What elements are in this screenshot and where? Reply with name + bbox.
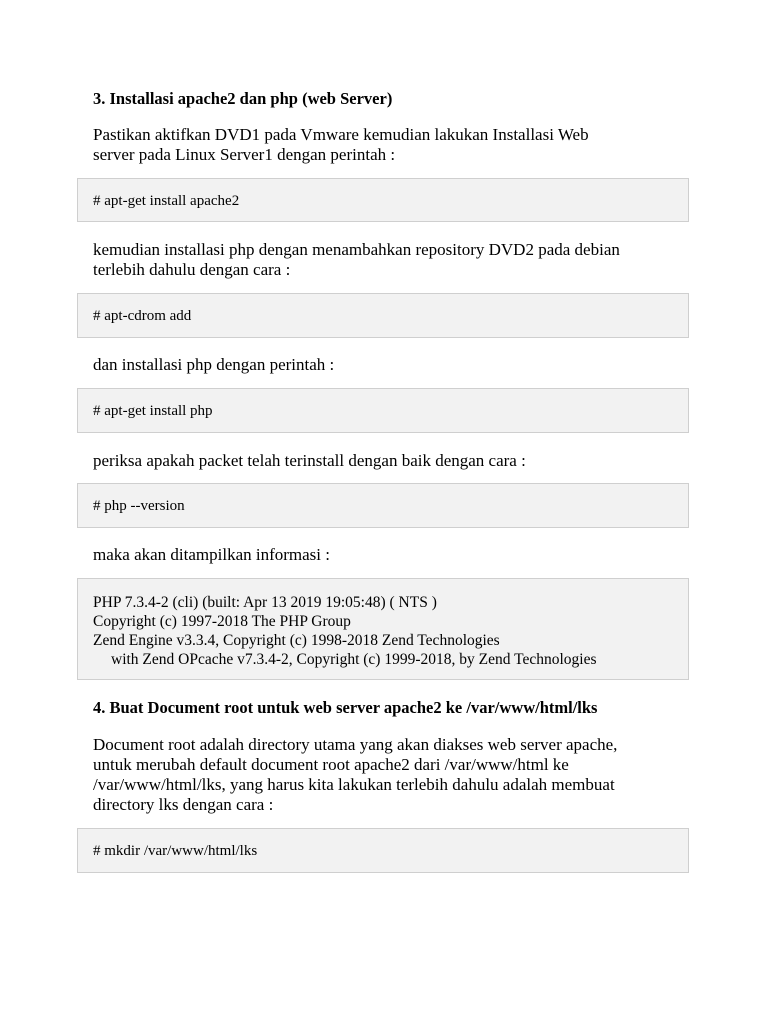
php-intro-line-1: kemudian installasi php dengan menambahkan repository DVD2 pada debian — [93, 240, 620, 259]
output-line-opcache: with Zend OPcache v7.3.4-2, Copyright (c) 1999-2018, by Zend Technologies — [111, 651, 597, 668]
output-line-copyright: Copyright (c) 1997-2018 The PHP Group — [93, 613, 351, 630]
code-block-version-output — [77, 578, 689, 680]
command-install-php: # apt-get install php — [93, 403, 213, 419]
php-install-paragraph — [93, 355, 693, 375]
output-line-php-version: PHP 7.3.4-2 (cli) (built: Apr 13 2019 19:05:48) ( NTS ) — [93, 594, 437, 611]
php-install-text: dan installasi php dengan perintah : — [93, 355, 335, 374]
section-3-intro-line-1: Pastikan aktifkan DVD1 pada Vmware kemudian lakukan Installasi Web — [93, 125, 589, 144]
section-3-intro-line-2: server pada Linux Server1 dengan perintah : — [93, 145, 396, 164]
info-text: maka akan ditampilkan informasi : — [93, 545, 330, 564]
section-4-intro-line-2: untuk merubah default document root apache2 dari /var/www/html ke — [93, 755, 569, 774]
info-paragraph — [93, 545, 693, 565]
command-mkdir: # mkdir /var/www/html/lks — [93, 843, 258, 859]
check-paragraph — [93, 451, 693, 471]
code-block-install-apache — [77, 178, 689, 222]
section-3-heading: 3. Installasi apache2 dan php (web Server) — [93, 89, 393, 108]
section-4-intro — [93, 735, 693, 815]
section-3-intro — [93, 125, 693, 165]
code-block-php-version — [77, 483, 689, 528]
code-block-cdrom-add — [77, 293, 689, 338]
php-intro-line-2: terlebih dahulu dengan cara : — [93, 260, 291, 279]
section-4-intro-line-4: directory lks dengan cara : — [93, 795, 274, 814]
command-php-version: # php --version — [93, 498, 185, 514]
code-block-mkdir — [77, 828, 689, 873]
section-4-intro-line-1: Document root adalah directory utama yang akan diakses web server apache, — [93, 735, 618, 754]
check-text: periksa apakah packet telah terinstall dengan baik dengan cara : — [93, 451, 526, 470]
command-cdrom-add: # apt-cdrom add — [93, 308, 192, 324]
output-line-zend-engine: Zend Engine v3.3.4, Copyright (c) 1998-2018 Zend Technologies — [93, 632, 500, 649]
command-install-apache: # apt-get install apache2 — [93, 193, 240, 209]
php-intro-paragraph — [93, 240, 693, 280]
code-block-install-php — [77, 388, 689, 433]
section-4-intro-line-3: /var/www/html/lks, yang harus kita lakukan terlebih dahulu adalah membuat — [93, 775, 615, 794]
section-4-heading: 4. Buat Document root untuk web server apache2 ke /var/www/html/lks — [93, 698, 598, 717]
